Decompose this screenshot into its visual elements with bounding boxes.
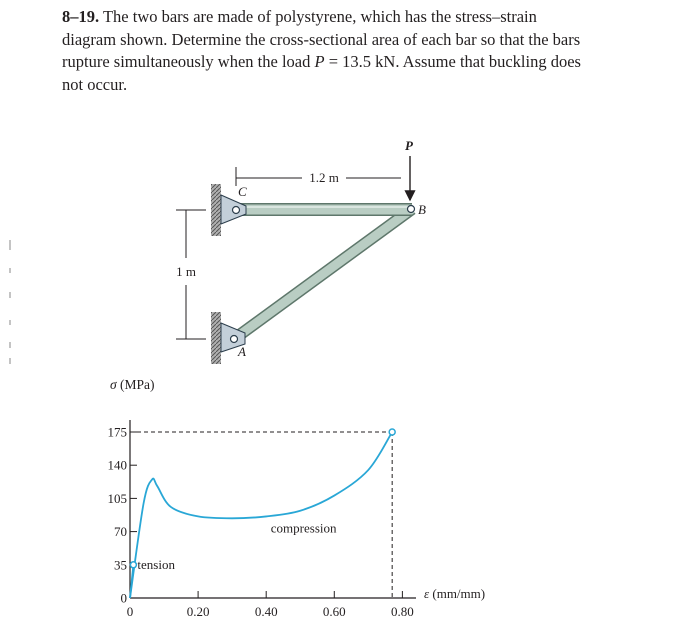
y-tick-label: 70	[114, 524, 127, 540]
label-b: B	[418, 202, 426, 217]
label-p: P	[405, 138, 413, 153]
y-tick-label: 0	[120, 590, 127, 606]
bar-cb	[232, 203, 412, 216]
truss-structure	[176, 138, 426, 364]
x-ticks	[127, 591, 414, 619]
pin-b	[408, 206, 415, 213]
wall-a	[211, 312, 221, 364]
dimension-vertical-label: 1 m	[176, 264, 196, 279]
curves	[130, 429, 395, 598]
y-tick-label: 175	[107, 424, 127, 440]
y-tick-label: 105	[107, 490, 127, 506]
y-tick-label: 140	[107, 457, 127, 473]
problem-number: 8–19.	[62, 7, 100, 26]
y-axis-label: σ (MPa)	[110, 377, 155, 392]
tension-label: tension	[137, 556, 175, 572]
tension-rupture-point	[130, 562, 136, 568]
wall-c	[211, 184, 221, 236]
y-tick-label: 35	[114, 557, 127, 573]
load-value: 13.5 kN	[342, 52, 396, 71]
label-a: A	[238, 344, 246, 359]
stress-strain-chart	[108, 377, 486, 619]
compression-curve	[130, 432, 392, 598]
rupture-guides	[130, 432, 392, 598]
label-c: C	[238, 184, 247, 199]
x-tick-label: 0.80	[391, 604, 414, 619]
compression-rupture-point	[389, 429, 395, 435]
problem-text-end: . Assume that buckling does not occur.	[62, 52, 581, 94]
support-c	[221, 195, 246, 224]
compression-label: compression	[270, 520, 337, 536]
x-tick-label: 0.20	[186, 604, 210, 619]
x-tick-label: 0.60	[322, 604, 346, 619]
load-equals: =	[324, 52, 343, 71]
load-variable: P	[314, 52, 325, 71]
x-tick-label: 0.40	[254, 604, 278, 619]
x-tick-label: 0	[126, 604, 134, 619]
x-axis-label: ε (mm/mm)	[424, 586, 486, 601]
problem-text: The two bars are made of polystyrene, which has the stress–strain diagram shown. Determine the cross-sectional area of each bar so that the bars rupture simultaneously when the load	[62, 7, 581, 71]
bar-ab	[234, 209, 412, 339]
dimension-horizontal-label: 1.2 m	[309, 170, 339, 185]
